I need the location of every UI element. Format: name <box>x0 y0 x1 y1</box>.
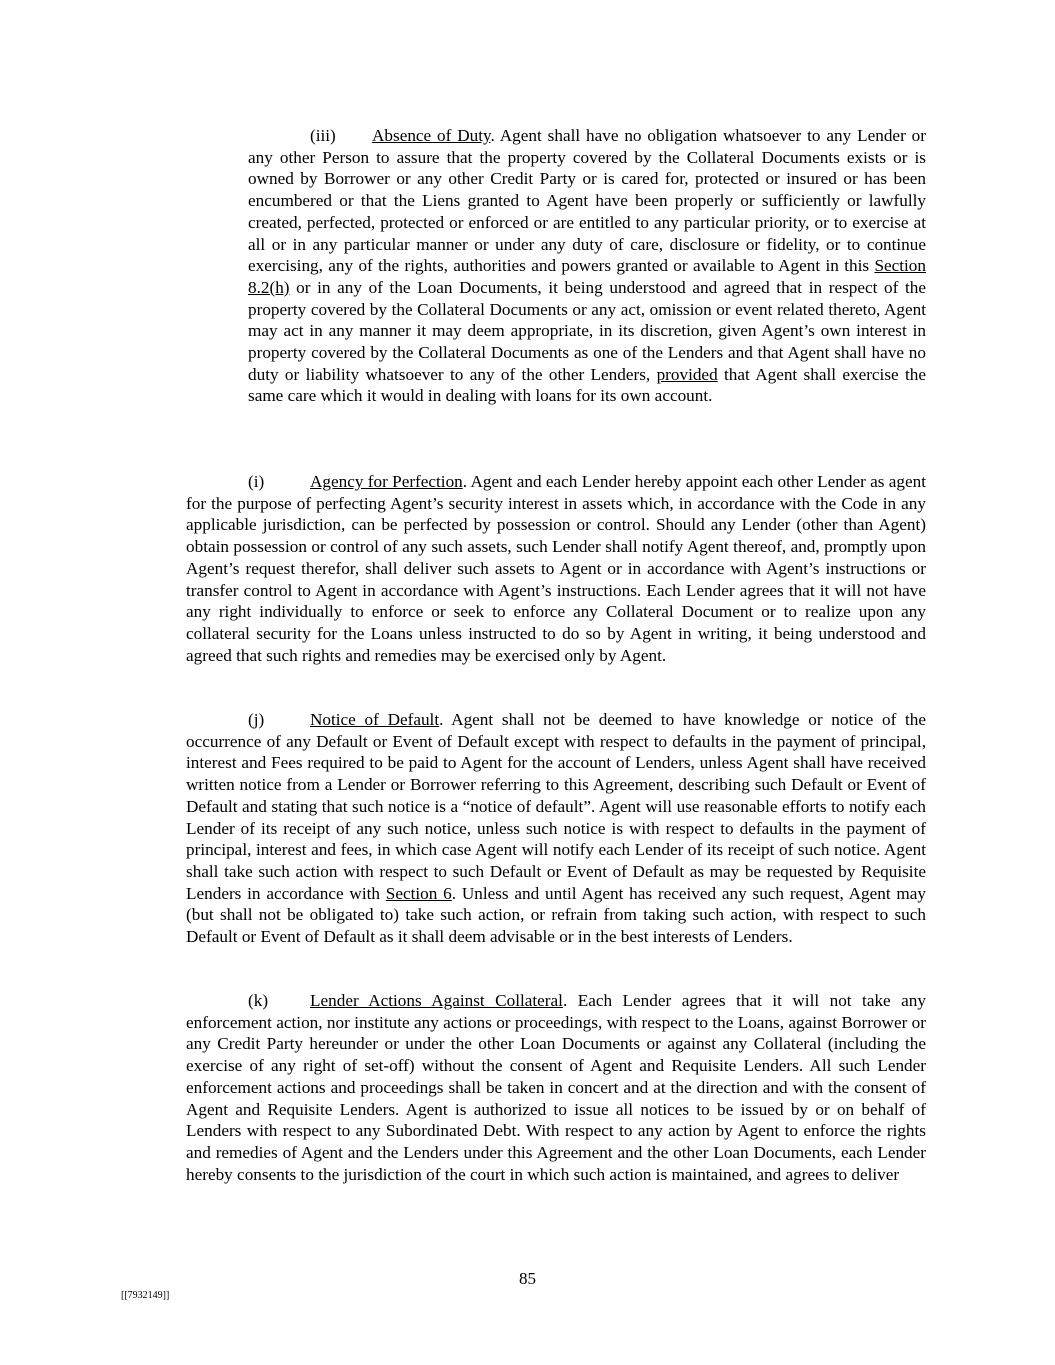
document-id: [[7932149]] <box>121 1290 170 1301</box>
paragraph-agency-for-perfection <box>186 471 926 666</box>
paragraph-absence-of-duty <box>248 125 926 407</box>
cross-reference-link: Section 6 <box>385 883 452 903</box>
section-number: (j) <box>248 710 265 729</box>
paragraph-lender-actions-against-collateral <box>186 990 926 1185</box>
section-number: (iii) <box>310 126 336 145</box>
section-body: that Agent shall exercise the same care which it would in dealing with loans for its own account. <box>248 364 926 406</box>
section-heading: Lender Actions Against Collateral <box>310 991 563 1010</box>
page-number: 85 <box>519 1269 536 1288</box>
cross-reference-link: Section 8.2(h) <box>248 256 926 297</box>
section-body: . Unless and until Agent has received any such request, Agent may (but shall not be obligated to) take such action, or refrain from taking such action, with respect to such Default or Event of Default as it shall deem advisable or in the best interests of Lenders. <box>186 883 926 947</box>
section-body: . Each Lender agrees that it will not take any enforcement action, nor institute any actions or proceedings, with respect to the Loans, against Borrower or any Credit Party hereunder or under the other Loan Documents or against any Collateral (including the exercise of any right of set-off) without the consent of Agent and Requisite Lenders. All such Lender enforcement actions and proceedings shall be taken in concert and at the direction and with the consent of Agent and Requisite Lenders. Agent is authorized to issue all notices to be issued by or on behalf of Lenders with respect to any Subordinated Debt. With respect to any action by Agent to enforce the rights and remedies of Agent and the Lenders under this Agreement and the other Loan Documents, each Lender hereby consents to the jurisdiction of the court in which such action is maintained, and agrees to deliver <box>186 991 926 1184</box>
section-heading: Notice of Default <box>310 710 440 729</box>
section-heading: Agency for Perfection <box>310 472 463 491</box>
section-number: (i) <box>248 472 265 491</box>
section-body: or in any of the Loan Documents, it being understood and agreed that in respect of the property covered by the Collateral Documents or any act, omission or event related thereto, Agent may act in any manner it may deem appropriate, in its discretion, given Agent’s own interest in property covered by the Collateral Documents as one of the Lenders and that Agent shall have no duty or liability whatsoever to any of the other Lenders, <box>248 277 926 384</box>
section-body: . Agent shall have no obligation whatsoever to any Lender or any other Person to assure that the property covered by the Collateral Documents exists or is owned by Borrower or any other Credit Party or is cared for, protected or insured or has been encumbered or that the Liens granted to Agent have been properly or sufficiently or lawfully created, perfected, protected or enforced or are entitled to any particular priority, or to exercise at all or in any particular manner or under any duty of care, disclosure or fidelity, or to continue exercising, any of the rights, authorities and powers granted or available to Agent in this <box>248 126 926 276</box>
section-heading: Absence of Duty <box>372 126 491 145</box>
section-body: . Agent and each Lender hereby appoint each other Lender as agent for the purpose of perfecting Agent’s security interest in assets which, in accordance with the Code in any applicable jurisdiction, can be perfected by possession or control. Should any Lender (other than Agent) obtain possession or control of any such assets, such Lender shall notify Agent thereof, and, promptly upon Agent’s request therefor, shall deliver such assets to Agent or in accordance with Agent’s instructions or transfer control to Agent in accordance with Agent’s instructions. Each Lender agrees that it will not have any right individually to enforce or seek to enforce any Collateral Document or to realize upon any collateral security for the Loans unless instructed to do so by Agent in writing, it being understood and agreed that such rights and remedies may be exercised only by Agent. <box>186 472 926 665</box>
proviso-term: provided <box>656 364 718 384</box>
paragraph-notice-of-default <box>186 709 926 948</box>
section-body: . Agent shall not be deemed to have knowledge or notice of the occurrence of any Default or Event of Default except with respect to defaults in the payment of principal, interest and Fees required to be paid to Agent for the account of Lenders, unless Agent shall have received written notice from a Lender or Borrower referring to this Agreement, describing such Default or Event of Default and stating that such notice is a “notice of default”. Agent will use reasonable efforts to notify each Lender of its receipt of any such notice, unless such notice is with respect to defaults in the payment of principal, interest and fees, in which case Agent will notify each Lender of its receipt of such notice. Agent shall take such action with respect to such Default or Event of Default as may be requested by Requisite Lenders in accordance with <box>186 710 927 903</box>
section-number: (k) <box>248 991 269 1010</box>
